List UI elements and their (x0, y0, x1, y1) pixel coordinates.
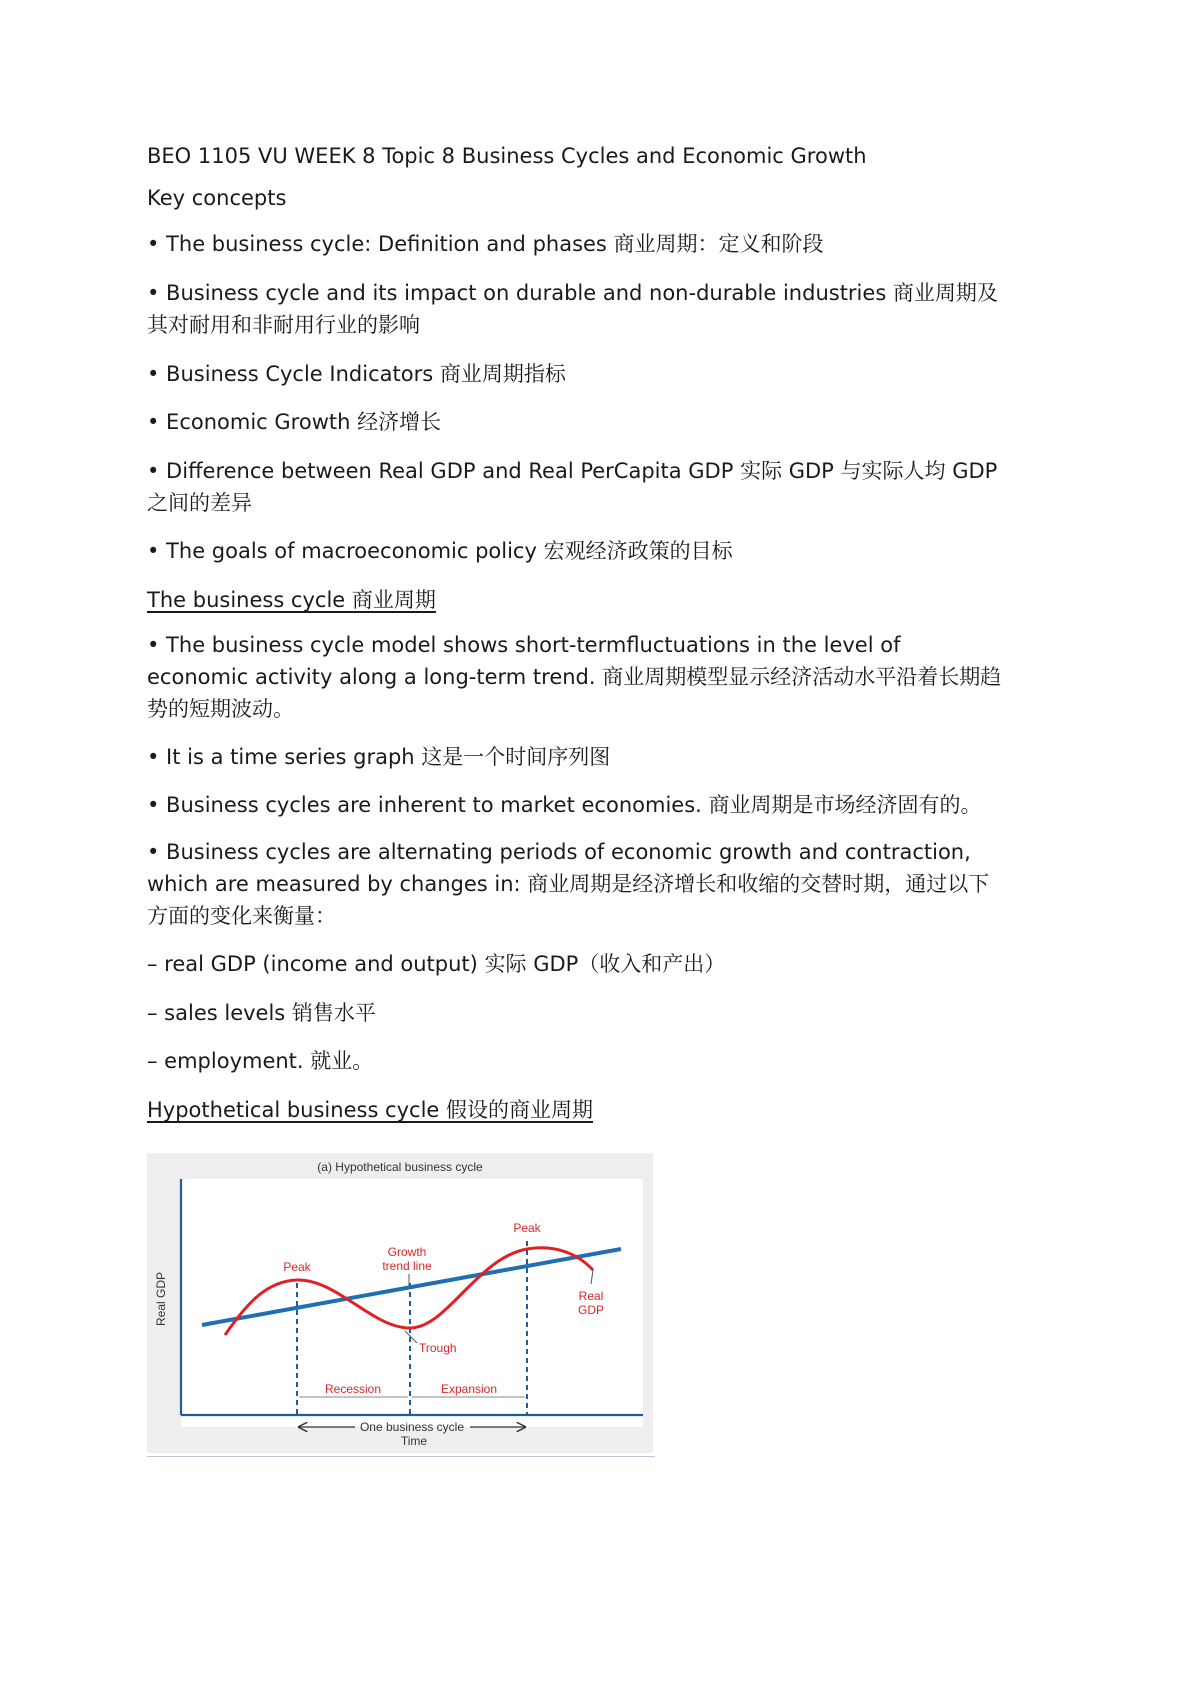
concept-item: • Business cycle and its impact on durable and non-durable industries 商业周期及 (147, 281, 998, 305)
concept-item-cont: 之间的差异 (147, 491, 252, 515)
y-axis-label: Real GDP (154, 1271, 168, 1327)
x-axis-label: Time (400, 1434, 428, 1448)
concept-item: • Economic Growth 经济增长 (147, 410, 442, 434)
key-concepts-label: Key concepts (147, 186, 287, 210)
section-heading-business-cycle: The business cycle 商业周期 (147, 588, 436, 612)
document-title: BEO 1105 VU WEEK 8 Topic 8 Business Cycles and Economic Growth (147, 144, 867, 168)
real-gdp-label-line2: GDP (577, 1303, 605, 1317)
concept-item: • The business cycle: Definition and phases 商业周期：定义和阶段 (147, 232, 824, 256)
concept-item: • Difference between Real GDP and Real PerCapita GDP 实际 GDP 与实际人均 GDP (147, 459, 998, 483)
figure-bottom-rule (147, 1456, 655, 1457)
trend-label-line2: trend line (382, 1259, 432, 1273)
peak1-label: Peak (283, 1260, 311, 1274)
body-line: economic activity along a long-term trend. 商业周期模型显示经济活动水平沿着长期趋 (147, 665, 1002, 689)
body-line: – real GDP (income and output) 实际 GDP（收入和产出） (147, 952, 726, 976)
expansion-label: Expansion (440, 1382, 498, 1396)
body-line: • Business cycles are alternating periods of economic growth and contraction, (147, 840, 971, 864)
trough-label: Trough (419, 1341, 457, 1355)
body-line: 方面的变化来衡量： (147, 904, 336, 928)
real-gdp-label-line1: Real (578, 1289, 604, 1303)
figure-caption: (a) Hypothetical business cycle (317, 1160, 483, 1174)
body-line: • The business cycle model shows short-termfluctuations in the level of (147, 633, 901, 657)
business-cycle-figure (147, 1153, 653, 1453)
peak2-label: Peak (513, 1221, 541, 1235)
body-line: – employment. 就业。 (147, 1049, 374, 1073)
concept-item: • Business Cycle Indicators 商业周期指标 (147, 362, 566, 386)
body-line: • Business cycles are inherent to market economies. 商业周期是市场经济固有的。 (147, 793, 982, 817)
concept-item-cont: 其对耐用和非耐用行业的影响 (147, 313, 420, 337)
one-cycle-label: One business cycle (359, 1420, 465, 1434)
recession-label: Recession (324, 1382, 382, 1396)
trend-label-line1: Growth (387, 1245, 427, 1259)
business-cycle-diagram (147, 1153, 653, 1453)
body-line: which are measured by changes in: 商业周期是经济增长和收缩的交替时期，通过以下 (147, 872, 990, 896)
body-line: – sales levels 销售水平 (147, 1001, 376, 1025)
section-heading-hypothetical-cycle: Hypothetical business cycle 假设的商业周期 (147, 1098, 594, 1122)
body-line: 势的短期波动。 (147, 697, 294, 721)
body-line: • It is a time series graph 这是一个时间序列图 (147, 745, 611, 769)
concept-item: • The goals of macroeconomic policy 宏观经济政策的目标 (147, 539, 733, 563)
